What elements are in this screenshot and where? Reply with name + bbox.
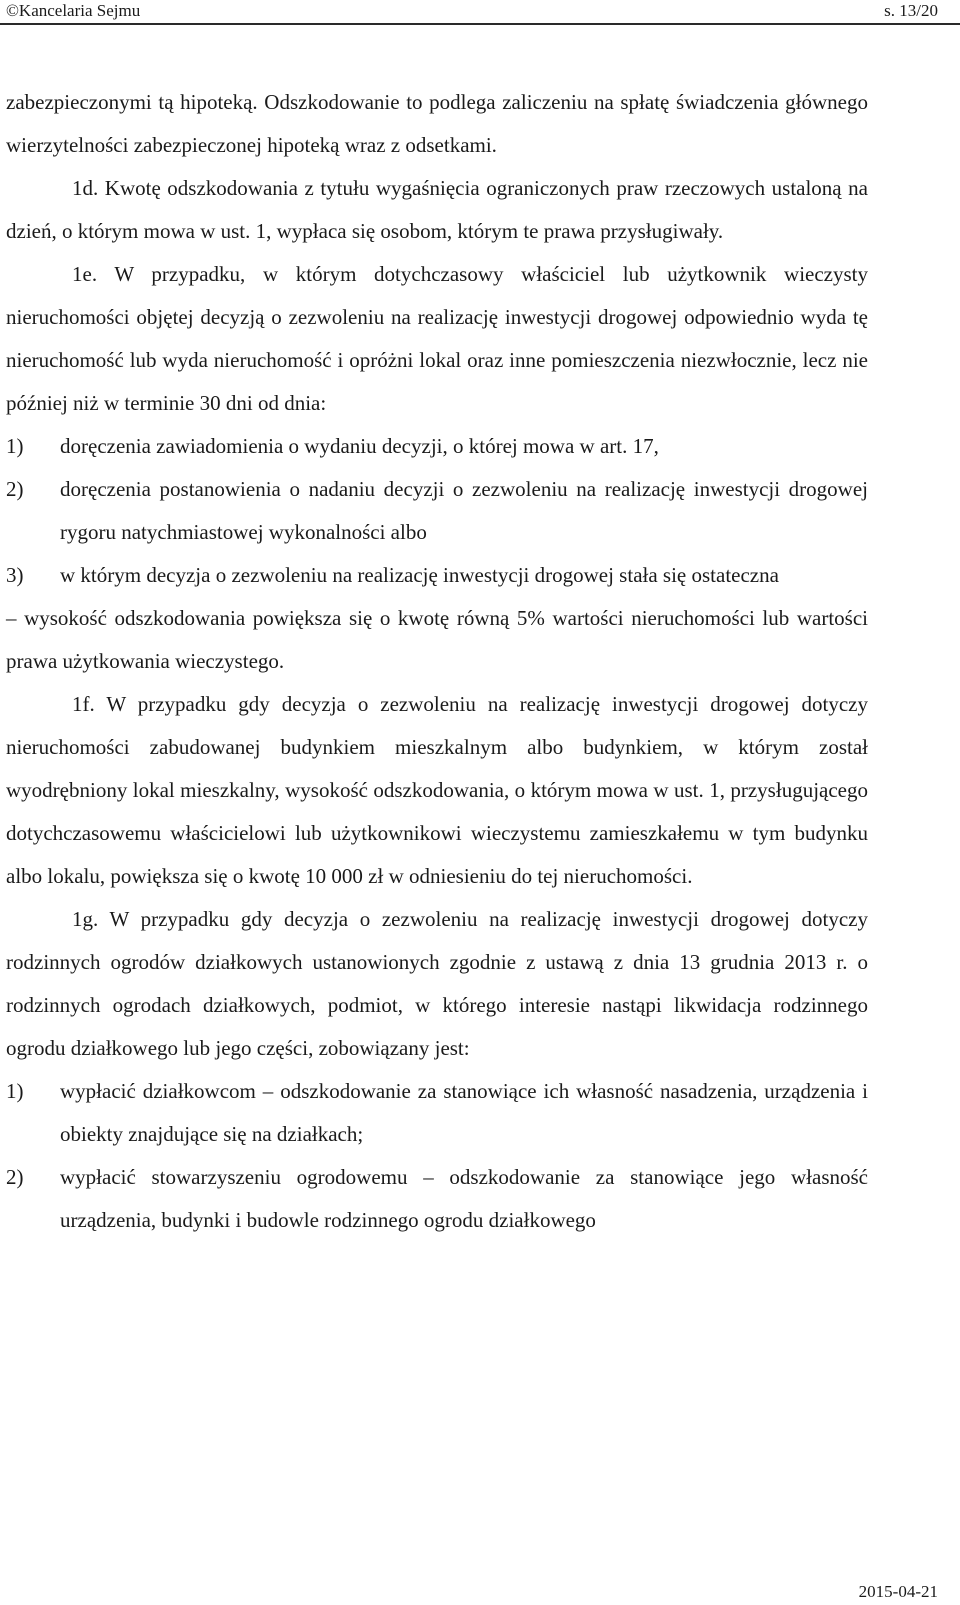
list-item-number: 3) <box>6 563 24 587</box>
paragraph-1d: 1d. Kwotę odszkodowania z tytułu wygaśnięcia ograniczonych praw rzeczowych ustaloną na dzień, o którym mowa w ust. 1, wypłaca się osobom, którym te prawa przysługiwały. <box>6 176 868 243</box>
paragraph-continuation: zabezpieczonymi tą hipoteką. Odszkodowanie to podlega zaliczeniu na spłatę świadczenia głównego wierzytelności zabezpieczonej hipoteką wraz z odsetkami. <box>6 90 868 157</box>
header-publisher: ©Kancelaria Sejmu <box>6 1 141 20</box>
paragraph-1e-conclusion: – wysokość odszkodowania powiększa się o kwotę równą 5% wartości nieruchomości lub wartości prawa użytkowania wieczystego. <box>6 606 868 673</box>
list-item-text: wypłacić działkowcom – odszkodowanie za stanowiące ich własność nasadzenia, urządzenia i obiekty znajdujące się na działkach; <box>60 1079 868 1146</box>
list-item-number: 2) <box>6 1165 24 1189</box>
list-item-text: wypłacić stowarzyszeniu ogrodowemu – odszkodowanie za stanowiące jego własność urządzenia, budynki i budowle rodzinnego ogrodu działkowego <box>60 1165 868 1232</box>
list-item-text: w którym decyzja o zezwoleniu na realizację inwestycji drogowej stała się ostateczna <box>60 563 779 587</box>
footer-date: 2015-04-21 <box>858 1582 938 1601</box>
list-item <box>6 468 868 554</box>
paragraph-1f: 1f. W przypadku gdy decyzja o zezwoleniu na realizację inwestycji drogowej dotyczy nieruchomości zabudowanej budynkiem mieszkalnym albo budynkiem, w którym został wyodrębniony lokal mieszkalny, wysokość odszkodowania, o którym mowa w ust. 1, przysługującego dotychczasowemu właścicielowi lub użytkownikowi wieczystemu zamieszkałemu w tym budynku albo lokalu, powiększa się o kwotę 10 000 zł w odniesieniu do tej nieruchomości. <box>6 692 868 888</box>
list-item-number: 1) <box>6 434 24 458</box>
document-body <box>6 81 868 1242</box>
header-rule <box>0 23 960 25</box>
list-item <box>6 554 868 597</box>
paragraph-1e: 1e. W przypadku, w którym dotychczasowy właściciel lub użytkownik wieczysty nieruchomości objętej decyzją o zezwoleniu na realizację inwestycji drogowej odpowiednio wyda tę nieruchomość lub wyda nieruchomość i opróżni lokal oraz inne pomieszczenia niezwłocznie, lecz nie później niż w terminie 30 dni od dnia: <box>6 262 868 415</box>
list-item-text: doręczenia zawiadomienia o wydaniu decyzji, o której mowa w art. 17, <box>60 434 659 458</box>
paragraph-1g: 1g. W przypadku gdy decyzja o zezwoleniu na realizację inwestycji drogowej dotyczy rodzinnych ogrodów działkowych ustanowionych zgodnie z ustawą z dnia 13 grudnia 2013 r. o rodzinnych ogrodach działkowych, podmiot, w którego interesie nastąpi likwidacja rodzinnego ogrodu działkowego lub jego części, zobowiązany jest: <box>6 907 868 1060</box>
page-header <box>0 0 960 24</box>
list-item-number: 2) <box>6 477 24 501</box>
list-item-text: doręczenia postanowienia o nadaniu decyzji o zezwoleniu na realizację inwestycji drogowej rygoru natychmiastowej wykonalności albo <box>60 477 868 544</box>
header-page-number: s. 13/20 <box>884 1 938 20</box>
list-item <box>6 1070 868 1156</box>
list-item-number: 1) <box>6 1079 24 1103</box>
list-item <box>6 1156 868 1242</box>
list-item <box>6 425 868 468</box>
